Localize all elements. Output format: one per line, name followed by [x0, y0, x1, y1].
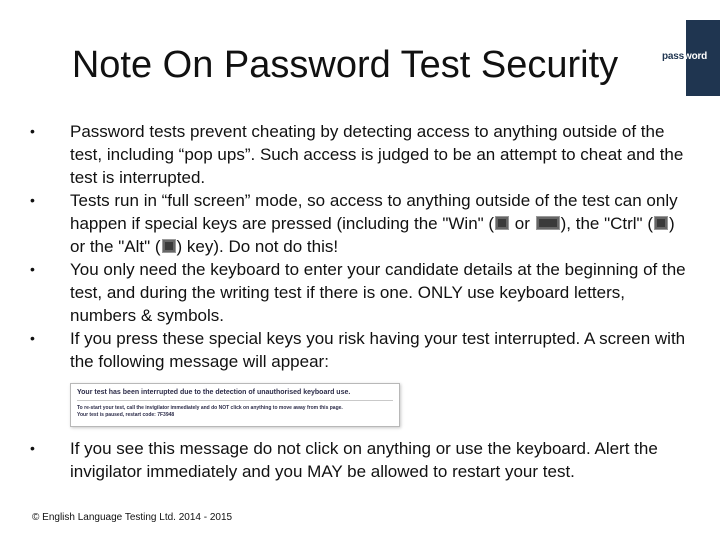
logo-text-dark: pass — [662, 51, 684, 62]
bullet-text-part: ), the "Ctrl" ( — [560, 214, 653, 233]
interrupted-message-screenshot — [70, 383, 400, 427]
password-logo — [660, 20, 720, 96]
bullet-item-full-screen — [30, 189, 690, 258]
bullet-glyph: • — [30, 261, 35, 277]
bullet-text: You only need the keyboard to enter your candidate details at the beginning of the test, and during the writing test if there is one. ONLY use keyboard letters, numbers & symbols. — [70, 260, 686, 325]
bullet-glyph: • — [30, 192, 35, 208]
bullet-text-part: ) or the "Alt" ( — [70, 214, 675, 256]
bullet-item-alert-invigilator — [30, 437, 690, 483]
logo-text-light: word — [684, 51, 708, 62]
screenshot-heading: Your test has been interrupted due to the detection of unauthorised keyboard use. — [77, 389, 351, 396]
screenshot-reason: Your test is paused, restart code: 7F3948 — [77, 412, 175, 418]
bullet-text-part: ) key). Do not do this! — [176, 237, 339, 256]
bullet-glyph: • — [30, 123, 35, 139]
bullet-text: If you press these special keys you risk having your test interrupted. A screen with the following message will appear: — [70, 329, 686, 371]
bullet-item-special-keys — [30, 327, 690, 427]
bullet-text-part: Tests run in “full screen” mode, so access to anything outside of the test can only happen if special keys are pressed (including the "Win" ( — [70, 191, 678, 233]
bullet-list — [30, 120, 690, 483]
copyright-footer: © English Language Testing Ltd. 2014 - 2015 — [32, 512, 233, 523]
logo-text — [662, 51, 707, 62]
screenshot-divider — [77, 400, 393, 401]
slide-title: Note On Password Test Security — [71, 44, 619, 86]
windows-key-alt-icon — [536, 216, 560, 230]
bullet-item-pop-ups — [30, 120, 690, 189]
bullet-item-keyboard-use — [30, 258, 690, 327]
bullet-glyph: • — [30, 330, 35, 346]
bullet-glyph: • — [30, 440, 35, 456]
screenshot-body: To re-start your test, call the invigilator immediately and do NOT click on anything to move away from this page. — [77, 405, 343, 411]
windows-key-icon — [495, 216, 509, 230]
bullet-text-part: or — [510, 214, 535, 233]
bullet-text: If you see this message do not click on anything or use the keyboard. Alert the invigilator immediately and you MAY be allowed to restart your test. — [70, 439, 658, 481]
ctrl-key-icon — [654, 216, 668, 230]
bullet-text: Password tests prevent cheating by detecting access to anything outside of the test, including “pop ups”. Such access is judged to be an attempt to cheat and the test is interrupted. — [70, 122, 684, 187]
alt-key-icon — [162, 239, 176, 253]
